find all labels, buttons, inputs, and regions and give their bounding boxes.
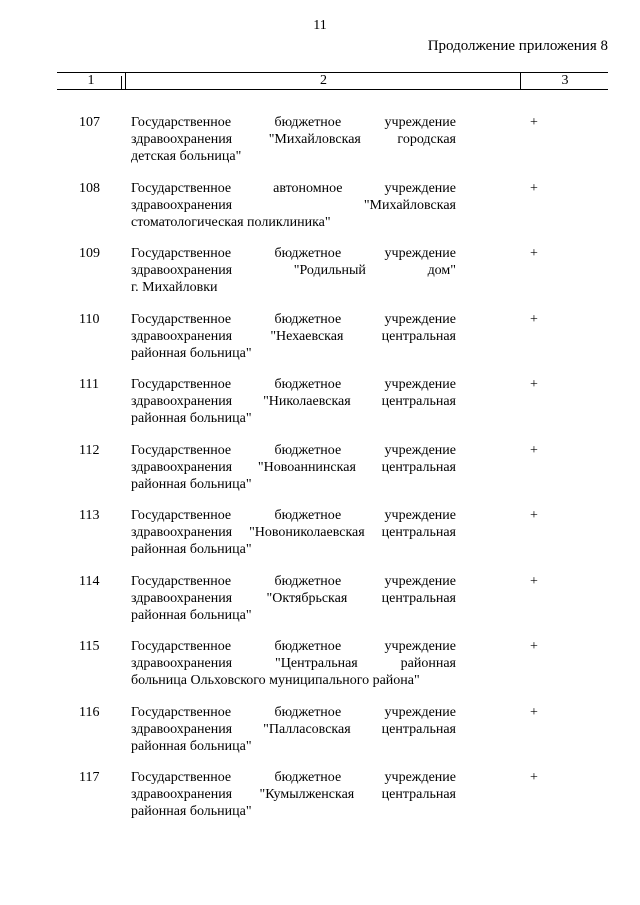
description-line: Государственное бюджетное учреждение [131, 115, 456, 130]
description-line: Государственное бюджетное учреждение [131, 573, 456, 589]
row-description [131, 573, 456, 624]
description-line: стоматологическая поликлиника" [131, 214, 331, 230]
description-line: больница Ольховского муниципального района" [131, 673, 420, 688]
row-description [131, 311, 456, 362]
table-row [0, 114, 640, 180]
row-mark: + [530, 573, 538, 589]
row-description [131, 638, 456, 689]
row-description [131, 769, 456, 820]
description-line: здравоохранения "Родильный дом" [131, 263, 456, 278]
table-row [0, 442, 640, 508]
description-line: Государственное бюджетное учреждение [131, 311, 456, 327]
row-number: 111 [79, 377, 99, 392]
row-description [131, 114, 456, 165]
description-line: Государственное бюджетное учреждение [131, 246, 456, 261]
row-number: 107 [79, 115, 100, 130]
description-line: здравоохранения "Нехаевская центральная [131, 328, 456, 344]
row-number: 115 [79, 639, 100, 654]
row-number: 114 [79, 573, 100, 589]
description-line: Государственное бюджетное учреждение [131, 704, 456, 720]
description-line: здравоохранения "Октябрьская центральная [131, 590, 456, 606]
description-line: Государственное бюджетное учреждение [131, 639, 456, 654]
appendix-continuation-title: Продолжение приложения 8 [427, 38, 608, 54]
description-line: районная больница" [131, 804, 252, 819]
row-mark: + [530, 180, 538, 196]
description-line: здравоохранения "Центральная районная [131, 656, 456, 671]
table-row [0, 704, 640, 770]
table-row [0, 507, 640, 573]
description-line: детская больница" [131, 149, 242, 164]
row-description [131, 507, 456, 558]
row-mark: + [530, 704, 538, 720]
table-row [0, 245, 640, 311]
table-row [0, 311, 640, 377]
row-mark: + [530, 377, 538, 392]
table-row [0, 180, 640, 246]
table-body [0, 114, 640, 835]
row-description [131, 245, 456, 296]
row-mark: + [530, 115, 538, 130]
description-line: здравоохранения "Кумылженская центральная [131, 787, 456, 802]
row-number: 117 [79, 770, 100, 785]
table-row [0, 376, 640, 442]
row-description [131, 442, 456, 493]
row-number: 116 [79, 704, 100, 720]
description-line: здравоохранения "Новоаннинская центральная [131, 459, 456, 475]
description-line: Государственное бюджетное учреждение [131, 442, 456, 458]
table-header-row [57, 72, 608, 90]
row-description [131, 180, 456, 231]
description-line: Государственное бюджетное учреждение [131, 770, 456, 785]
description-line: районная больница" [131, 542, 252, 557]
row-description [131, 376, 456, 427]
description-line: районная больница" [131, 411, 252, 426]
description-line: Государственное бюджетное учреждение [131, 508, 456, 523]
row-number: 109 [79, 246, 100, 261]
column-header-2: 2 [125, 73, 521, 89]
row-number: 113 [79, 508, 100, 523]
column-header-3: 3 [520, 73, 609, 89]
row-mark: + [530, 246, 538, 261]
row-mark: + [530, 770, 538, 785]
description-line: Государственное автономное учреждение [131, 180, 456, 196]
description-line: здравоохранения "Николаевская центральная [131, 394, 456, 409]
description-line: здравоохранения "Михайловская [131, 197, 456, 213]
row-number: 112 [79, 442, 100, 458]
description-line: районная больница" [131, 345, 252, 361]
description-line: здравоохранения "Палласовская центральная [131, 721, 456, 737]
table-row [0, 638, 640, 704]
column-header-1: 1 [87, 73, 95, 88]
row-description [131, 704, 456, 755]
description-line: районная больница" [131, 738, 252, 754]
row-number: 108 [79, 180, 100, 196]
description-line: Государственное бюджетное учреждение [131, 377, 456, 392]
row-number: 110 [79, 311, 100, 327]
row-mark: + [530, 639, 538, 654]
row-mark: + [530, 508, 538, 523]
description-line: здравоохранения "Новониколаевская центральная [131, 525, 456, 540]
row-mark: + [530, 311, 538, 327]
table-row [0, 769, 640, 835]
description-line: районная больница" [131, 607, 252, 623]
description-line: г. Михайловки [131, 280, 218, 295]
row-mark: + [530, 442, 538, 458]
description-line: районная больница" [131, 476, 252, 492]
page-number: 11 [313, 18, 327, 33]
description-line: здравоохранения "Михайловская городская [131, 132, 456, 147]
table-row [0, 573, 640, 639]
